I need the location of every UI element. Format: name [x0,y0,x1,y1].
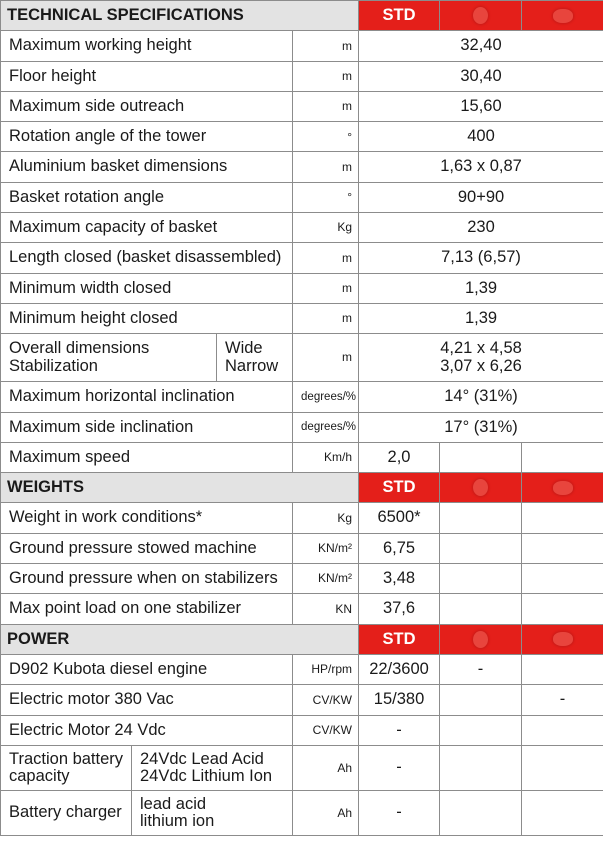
row-label: Basket rotation angle [1,182,293,212]
row-sublabel-line: Narrow [225,356,279,375]
table-row [1,654,603,684]
red-dot-icon [473,631,488,648]
table-row-overall-dimensions [1,334,603,382]
option-cell [522,790,603,835]
row-value: 1,63 x 0,87 [359,152,603,182]
option-cell [522,594,603,624]
option-column-header [440,624,522,654]
section-header-power [1,624,603,654]
std-column-header: STD [359,473,440,503]
table-row [1,442,603,472]
row-value: 6500* [359,503,440,533]
row-label: Electric motor 380 Vac [1,685,293,715]
option-cell [440,442,522,472]
option-cell [440,533,522,563]
option-cell [522,564,603,594]
red-dot-icon [553,9,573,23]
row-unit: degrees/% [293,382,359,412]
section-header-technical [1,1,603,31]
row-sublabel-line: lithium ion [140,811,215,830]
section-title: WEIGHTS [1,473,359,503]
std-column-header: STD [359,1,440,31]
row-value: 90+90 [359,182,603,212]
row-value: - [359,790,440,835]
row-label: Maximum side outreach [1,91,293,121]
row-label [1,334,217,382]
table-row [1,685,603,715]
row-label: Maximum capacity of basket [1,213,293,243]
table-row [1,61,603,91]
row-sublabel-line: lead acid [140,794,207,813]
option-cell: - [440,654,522,684]
option-column-header [440,1,522,31]
table-row [1,382,603,412]
red-dot-icon [473,479,488,496]
option-column-header [522,1,603,31]
table-row [1,122,603,152]
row-value: 14° (31%) [359,382,603,412]
option-cell [522,442,603,472]
row-unit: Kg [293,213,359,243]
row-label-line: Overall dimensions [9,339,150,358]
option-column-header [522,473,603,503]
row-unit: m [293,31,359,61]
std-column-header: STD [359,624,440,654]
row-label [1,745,132,790]
row-sublabel-line: 24Vdc Lead Acid [140,749,264,768]
row-label-line: Traction battery [9,749,124,768]
table-row-traction-battery [1,745,603,790]
row-label-line: capacity [9,766,70,785]
row-unit: KN/m² [293,564,359,594]
option-cell [440,594,522,624]
option-column-header [522,624,603,654]
row-value: 7,13 (6,57) [359,243,603,273]
row-value: 22/3600 [359,654,440,684]
option-cell [440,715,522,745]
row-value: 17° (31%) [359,412,603,442]
row-unit: ° [293,122,359,152]
row-value: 6,75 [359,533,440,563]
row-unit: CV/KW [293,715,359,745]
section-title: TECHNICAL SPECIFICATIONS [1,1,359,31]
row-sublabel [132,745,293,790]
row-label: Max point load on one stabilizer [1,594,293,624]
row-label-line: Stabilization [9,356,98,375]
table-row [1,412,603,442]
row-label: Minimum width closed [1,273,293,303]
table-row [1,243,603,273]
row-label: Aluminium basket dimensions [1,152,293,182]
red-dot-icon [553,632,573,646]
row-sublabel-line: Wide [225,339,263,358]
row-value-line: 3,07 x 6,26 [440,356,522,375]
red-dot-icon [473,7,488,24]
section-header-weights [1,473,603,503]
row-label: Ground pressure stowed machine [1,533,293,563]
row-value [359,334,603,382]
row-value: 37,6 [359,594,440,624]
table-row [1,594,603,624]
row-unit: m [293,61,359,91]
row-unit: CV/KW [293,685,359,715]
row-unit: m [293,91,359,121]
row-value: 30,40 [359,61,603,91]
row-label: Battery charger [1,790,132,835]
table-row [1,182,603,212]
row-label: Minimum height closed [1,303,293,333]
table-row [1,503,603,533]
option-cell [440,790,522,835]
row-unit: KN [293,594,359,624]
option-cell [522,745,603,790]
row-label: Maximum speed [1,442,293,472]
option-cell [440,503,522,533]
option-cell [522,533,603,563]
row-value: 15/380 [359,685,440,715]
row-unit: ° [293,182,359,212]
red-dot-icon [553,481,573,495]
table-row [1,715,603,745]
row-value: - [359,715,440,745]
table-row [1,273,603,303]
section-title: POWER [1,624,359,654]
row-value-line: 4,21 x 4,58 [440,339,522,358]
row-value: 32,40 [359,31,603,61]
row-value: - [359,745,440,790]
row-value: 230 [359,213,603,243]
option-column-header [440,473,522,503]
row-label: Rotation angle of the tower [1,122,293,152]
row-unit: degrees/% [293,412,359,442]
table-row [1,564,603,594]
row-label: Maximum horizontal inclination [1,382,293,412]
row-label: Weight in work conditions* [1,503,293,533]
row-value: 2,0 [359,442,440,472]
row-value: 3,48 [359,564,440,594]
row-unit: m [293,152,359,182]
row-value: 15,60 [359,91,603,121]
option-cell [440,564,522,594]
row-unit: m [293,303,359,333]
option-cell [522,503,603,533]
table-row [1,91,603,121]
row-unit: Kg [293,503,359,533]
row-unit: m [293,334,359,382]
row-unit: Ah [293,790,359,835]
row-label: Floor height [1,61,293,91]
option-cell [522,715,603,745]
row-value: 1,39 [359,273,603,303]
row-label: Maximum working height [1,31,293,61]
row-unit: Km/h [293,442,359,472]
row-label: D902 Kubota diesel engine [1,654,293,684]
row-unit: KN/m² [293,533,359,563]
row-label: Ground pressure when on stabilizers [1,564,293,594]
row-sublabel-line: 24Vdc Lithium Ion [140,766,273,785]
option-cell [440,685,522,715]
row-label: Length closed (basket disassembled) [1,243,293,273]
row-label: Electric Motor 24 Vdc [1,715,293,745]
table-row [1,152,603,182]
row-unit: m [293,243,359,273]
table-row-battery-charger [1,790,603,835]
option-cell [522,654,603,684]
row-unit: HP/rpm [293,654,359,684]
row-label: Maximum side inclination [1,412,293,442]
row-sublabel [217,334,293,382]
table-row [1,213,603,243]
table-row [1,303,603,333]
row-unit: Ah [293,745,359,790]
row-value: 1,39 [359,303,603,333]
option-cell [440,745,522,790]
row-value: 400 [359,122,603,152]
row-sublabel [132,790,293,835]
option-cell: - [522,685,603,715]
table-row [1,533,603,563]
table-row [1,31,603,61]
row-unit: m [293,273,359,303]
